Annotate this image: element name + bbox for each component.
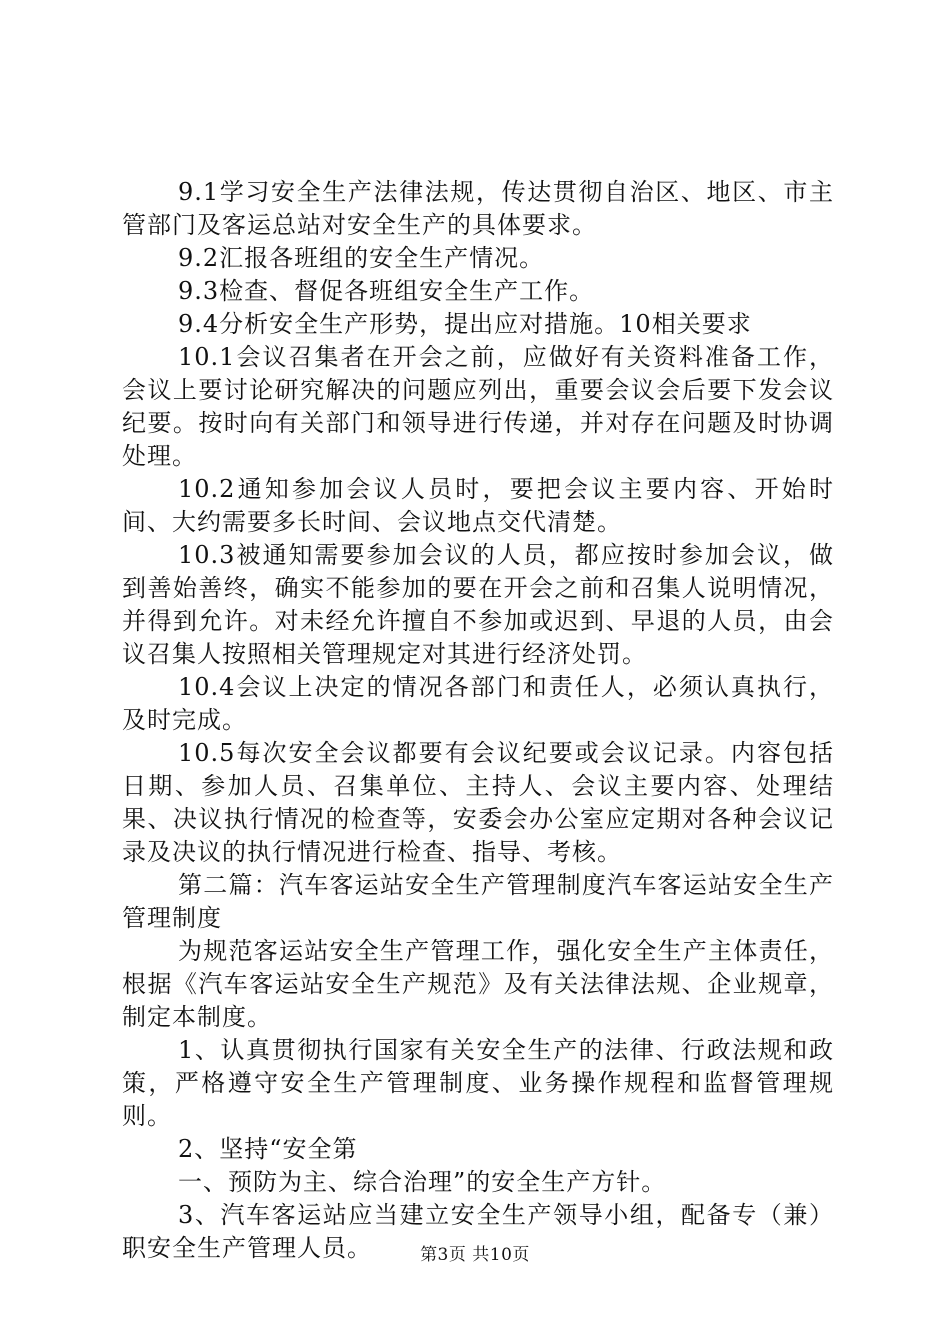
paragraph-10-3: 10.3被通知需要参加会议的人员，都应按时参加会议，做到善始善终，确实不能参加的要在开会之前和召集人说明情况，并得到允许。对未经允许擅自不参加或迟到、早退的人员，由会议召集人按照相关管理规定对其进行经济处罚。 [122, 541, 834, 668]
paragraph-10-4: 10.4会议上决定的情况各部门和责任人，必须认真执行，及时完成。 [122, 673, 834, 734]
paragraph-9-3: 9.3检查、督促各班组安全生产工作。 [178, 277, 595, 305]
paragraph-9-2: 9.2汇报各班组的安全生产情况。 [178, 244, 545, 272]
paragraph-item-3: 3、汽车客运站应当建立安全生产领导小组，配备专（兼）职安全生产管理人员。 [122, 1201, 834, 1262]
document-body [122, 176, 834, 1265]
page-number-footer: 第3页 共10页 [420, 1245, 530, 1265]
section-heading: 第二篇：汽车客运站安全生产管理制度汽车客运站安全生产管理制度 [122, 871, 834, 932]
paragraph-10-5: 10.5每次安全会议都要有会议纪要或会议记录。内容包括日期、参加人员、召集单位、主持人、会议主要内容、处理结果、决议执行情况的检查等，安委会办公室应定期对各种会议记录及决议的执行情况进行检查、指导、考核。 [122, 739, 834, 866]
paragraph-item-1: 1、认真贯彻执行国家有关安全生产的法律、行政法规和政策，严格遵守安全生产管理制度、业务操作规程和监督管理规则。 [122, 1036, 834, 1130]
paragraph-item-2a: 2、坚持“安全第 [178, 1135, 358, 1163]
paragraph-9-4: 9.4分析安全生产形势，提出应对措施。10相关要求 [178, 310, 752, 338]
paragraph-intro: 为规范客运站安全生产管理工作，强化安全生产主体责任，根据《汽车客运站安全生产规范》及有关法律法规、企业规章，制定本制度。 [122, 937, 834, 1031]
paragraph-10-2: 10.2通知参加会议人员时，要把会议主要内容、开始时间、大约需要多长时间、会议地点交代清楚。 [122, 475, 834, 536]
paragraph-10-1: 10.1会议召集者在开会之前，应做好有关资料准备工作，会议上要讨论研究解决的问题应列出，重要会议会后要下发会议纪要。按时向有关部门和领导进行传递，并对存在问题及时协调处理。 [122, 343, 834, 470]
paragraph-9-1: 9.1学习安全生产法律法规，传达贯彻自治区、地区、市主管部门及客运总站对安全生产的具体要求。 [122, 178, 834, 239]
paragraph-item-2b: 一、预防为主、综合治理”的安全生产方针。 [178, 1168, 667, 1196]
